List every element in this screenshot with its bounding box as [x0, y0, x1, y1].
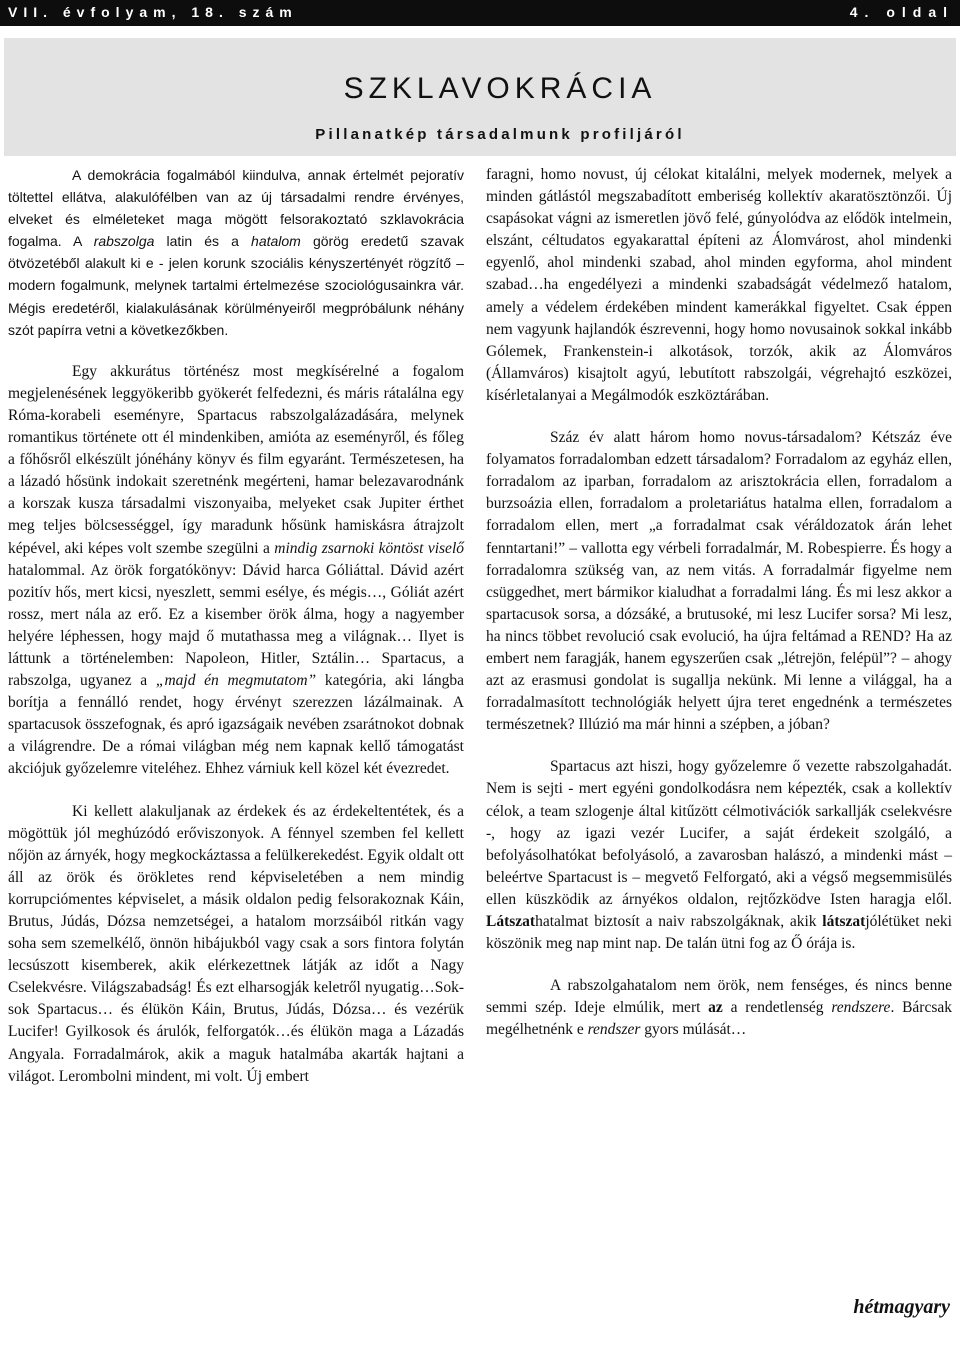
right-paragraph-3: [486, 756, 952, 955]
text-run: A demokrácia fogalmából kiindulva, annak értelmét pejoratív töltettel ellátva, alakulófélben van az új társadalmi rendre érvényes, elveket és elméleteket maga mögött felsorakoztató szklavokrácia fogalma. A: [8, 167, 464, 250]
right-paragraph-2: Száz év alatt három homo novus-társadalom? Kétszáz éve folyamatos forradalomban edzett társadalom? Forradalom az egyház ellen, forradalom az iparban, forradalom az arisztokrácia ellen, forradalom a burzsoázia ellen, forradalom a proletariátus hatalma ellen, forradalom a forradalom ellen, mert „a forradalmat csak véráldozatok árán lehet fenntartani!” – vallotta egy vérbeli forradalmár, M. Robespierre. És hogy a forradalomra szükség van, az nem vitás. A forradalmár figyelme nem csüggedhet, mert bármikor kialudhat a forradalmi láng. És mi lesz akkor a spartacusok sorsa, a dózsáké, a brutusoké, mi lesz Lucifer sorsa? Mi lesz, ha nincs többet revolució csak evolució, ha újra feltámad a REND? Ha az embert nem faragják, hanem egyszerűen csak „létrejön, felépül”? – ahogy azt az erasmusi gondolat is sugallja nekünk. Mi lenne a világgal, ha a forradalmasított technológiák helyett újra teret engednénk a természetes természetnek? Illúzió ma már hinni a szépben, a jóban?: [486, 429, 952, 734]
text-run: hatalommal. Az örök forgatókönyv: Dávid harca Góliáttal. Dávid azért pozitív hős, mert kicsi, nyeszlett, semmi esélye, és mégis…, Góliát azért rossz, mert nála az erő. Ez a kisember örök álma, hogy a nagyember helyére léphessen, hogy majd ő mutathassa meg a világnak… Ilyet is láttunk a történelemben: Napoleon, Hitler, Sztálin… Spartacus, a rabszolga, ugyanez a: [8, 561, 464, 690]
text-run: faragni, homo novust, új célokat kitalálni, melyek modernek, melyek a minden gátlástól megszabadított emberiség kollektív akaratösztönzői.: [486, 166, 952, 206]
text-run: gyors múlását…: [640, 1021, 747, 1039]
italic-term: rabszolga: [93, 233, 155, 250]
bold-term: látszat: [822, 913, 866, 930]
right-paragraph-1: [486, 164, 952, 407]
text-run: latin és a: [154, 233, 252, 250]
right-paragraph-4: [486, 975, 952, 1041]
text-run: kategória, aki lángba borítja a fennálló rendet, hogy érvényt szerezzen lázálmainak. A spartacusok összefognak, és apró igazságaik nevében zsarátnokot dobnak a világrendre. De a római világban még nem kapnak kellő támogatást akciójuk győzelemre viteléhez. Ehhez várniuk kell közel két évezredet.: [8, 672, 464, 778]
italic-phrase: mindig zsarnoki köntöst viselő: [274, 539, 464, 557]
italic-term: rendszere: [831, 999, 891, 1017]
text-run: Spartacus azt hiszi, hogy győzelemre ő vezette rabszolgahadát. Nem is sejti - mert egyéni gondolkodásra nem képezték, csak a kollektív célok, a team szlogenje által kitűzött célmotivációk sarkallják cselekvésre -, hogy az igazi vezér Lucifer, a saját érdekeit szolgáló, a befolyásolhatókat befolyásoló, a zavarosban halászó, a mindenki mást – beleértve Spartacust is – megvető Felforgató, aki a végső megsemmisülés ellen küszködik az árnyékos oldalon, rejtőzködve Isten haragja elől.: [486, 758, 952, 908]
bold-term: az: [708, 999, 723, 1017]
text-run: A rabszolgahatalom nem örök, nem fenséges, és nincs benne semmi szép. Ideje elmúlik, mert: [486, 977, 952, 1017]
right-column: [486, 164, 952, 1041]
issue-label: VII. évfolyam, 18. szám: [8, 4, 298, 20]
text-run: Egy akkurátus történész most megkísérelné a fogalom megjelenésének leggyökeribb gyökerét felfedezni, és máris rátalálna egy Róma-korabeli eseményre, Spartacus rabszolgalázadására, melynek romantikus története ott él mindenkiben, amióta az eseményről, és főleg a főhősről elkészült jónéhány könyv és film egyaránt. Természetesen, ha a lázadó hősünk indokait szeretnénk megérteni, hamar belezavarodnánk a korszak kusza társadalmi viszonyaiba, melyeket csak Jupiter érthet meg teljes bölcsességgel, így maradunk hősünk hamiskásra átrajzolt képével, aki képes volt szembe szegülni a: [8, 362, 464, 557]
left-paragraph-1: [8, 164, 464, 341]
italic-term: rendszer: [587, 1021, 641, 1039]
page-number: 4. oldal: [849, 4, 954, 20]
text-run: a rendetlenség: [722, 999, 832, 1017]
bold-term: Látszat: [486, 913, 536, 930]
text-run: . Bárcsak megélhetnénk e: [486, 999, 952, 1039]
article-title: SZKLAVOKRÁCIA: [343, 72, 657, 105]
text-run: jólétüket neki köszönik meg nap mint nap. De talán ütni fog az Ő órája is.: [486, 913, 952, 953]
text-run: görög eredetű szavak ötvözetéből alakult ki e - jelen korunk szociális kényszertényét rögzítő – modern fogalmunk, melynek tartalmi értelmezése szociológusainkra vár. Mégis eredetéről, kialakulásának körülményeiről megpróbálunk néhány szót papírra vetni a következőkben.: [8, 233, 464, 338]
italic-term: hatalom: [251, 233, 301, 250]
left-paragraph-3: Ki kellett alakuljanak az érdekek és az érdekeltentétek, és a mögöttük jól meghúzódó erőviszonyok. A fénnyel szemben fel kellett nőjön az árnyék, hogy megkockáztassa a felülkerekedést. Egyik oldalt ott áll az örök és örökletes rend képviseletében a nem mindig korrupciómentes képviselet, a másik oldalon pedig felsorakoznak Káin, Brutus, Júdás, Dózsa nemzetségei, a hatalom morzsáiból ritkán vagy soha sem szemelkélő, önnön hibájukból vagy csak a sors fintora folytán lecsúszott kisemberek, akik elérkezettnek látják az időt a Nagy Cselekvésre. Világszabadság! És ezt elharsogják keletről nyugatig…Sok-sok Spartacus… és élükön Káin, Brutus, Júdás, Dózsa… és vezérük Lucifer! Gyilkosok és árulók, felforgatók…és élükön maga a Lázadás Angyala. Forradalmárok, akik a maguk hatalmába akarták hajtani a világot. Lerombolni mindent, mi volt. Új embert: [8, 802, 464, 1085]
author-signature: hétmagyary: [853, 1296, 950, 1318]
text-run: hatalmat biztosít a naiv rabszolgáknak, akik: [535, 913, 823, 930]
italic-quote: „majd én megmutatom”: [155, 672, 317, 690]
left-column: [8, 164, 464, 1088]
article-subtitle: Pillanatkép társadalmunk profiljáról: [315, 126, 685, 143]
article-header: [4, 38, 956, 156]
text-run: Új csapásokat vágni az ismeretlen jövő felé, gúnyolódva az elődök intelmein, elszánt, céltudatos egyakarattal építeni az Álomvárost, ahol mindenki egyenlő, ahol mindenki szabad, ahol minden egyforma, ahol mindent szabad…ha engedélyezi a mindenki szabadságát védelmező hatalom, amely a védelem érdekében mindent kamerákkal figyeltet. Csak éppen nem vagyunk hajlandók észrevenni, hogy homo novusainok sokkal inkább Gólemek, Frankenstein-i alkotások, torzók, akik az Álomváros (Államváros) kisajtolt agyú, lebutított rabszolgái, végrehajtó eszközei, kísérletalanyai a Megálmodók eszköztárában.: [486, 188, 952, 404]
issue-header-bar: [0, 0, 960, 26]
left-paragraph-2: [8, 361, 464, 781]
